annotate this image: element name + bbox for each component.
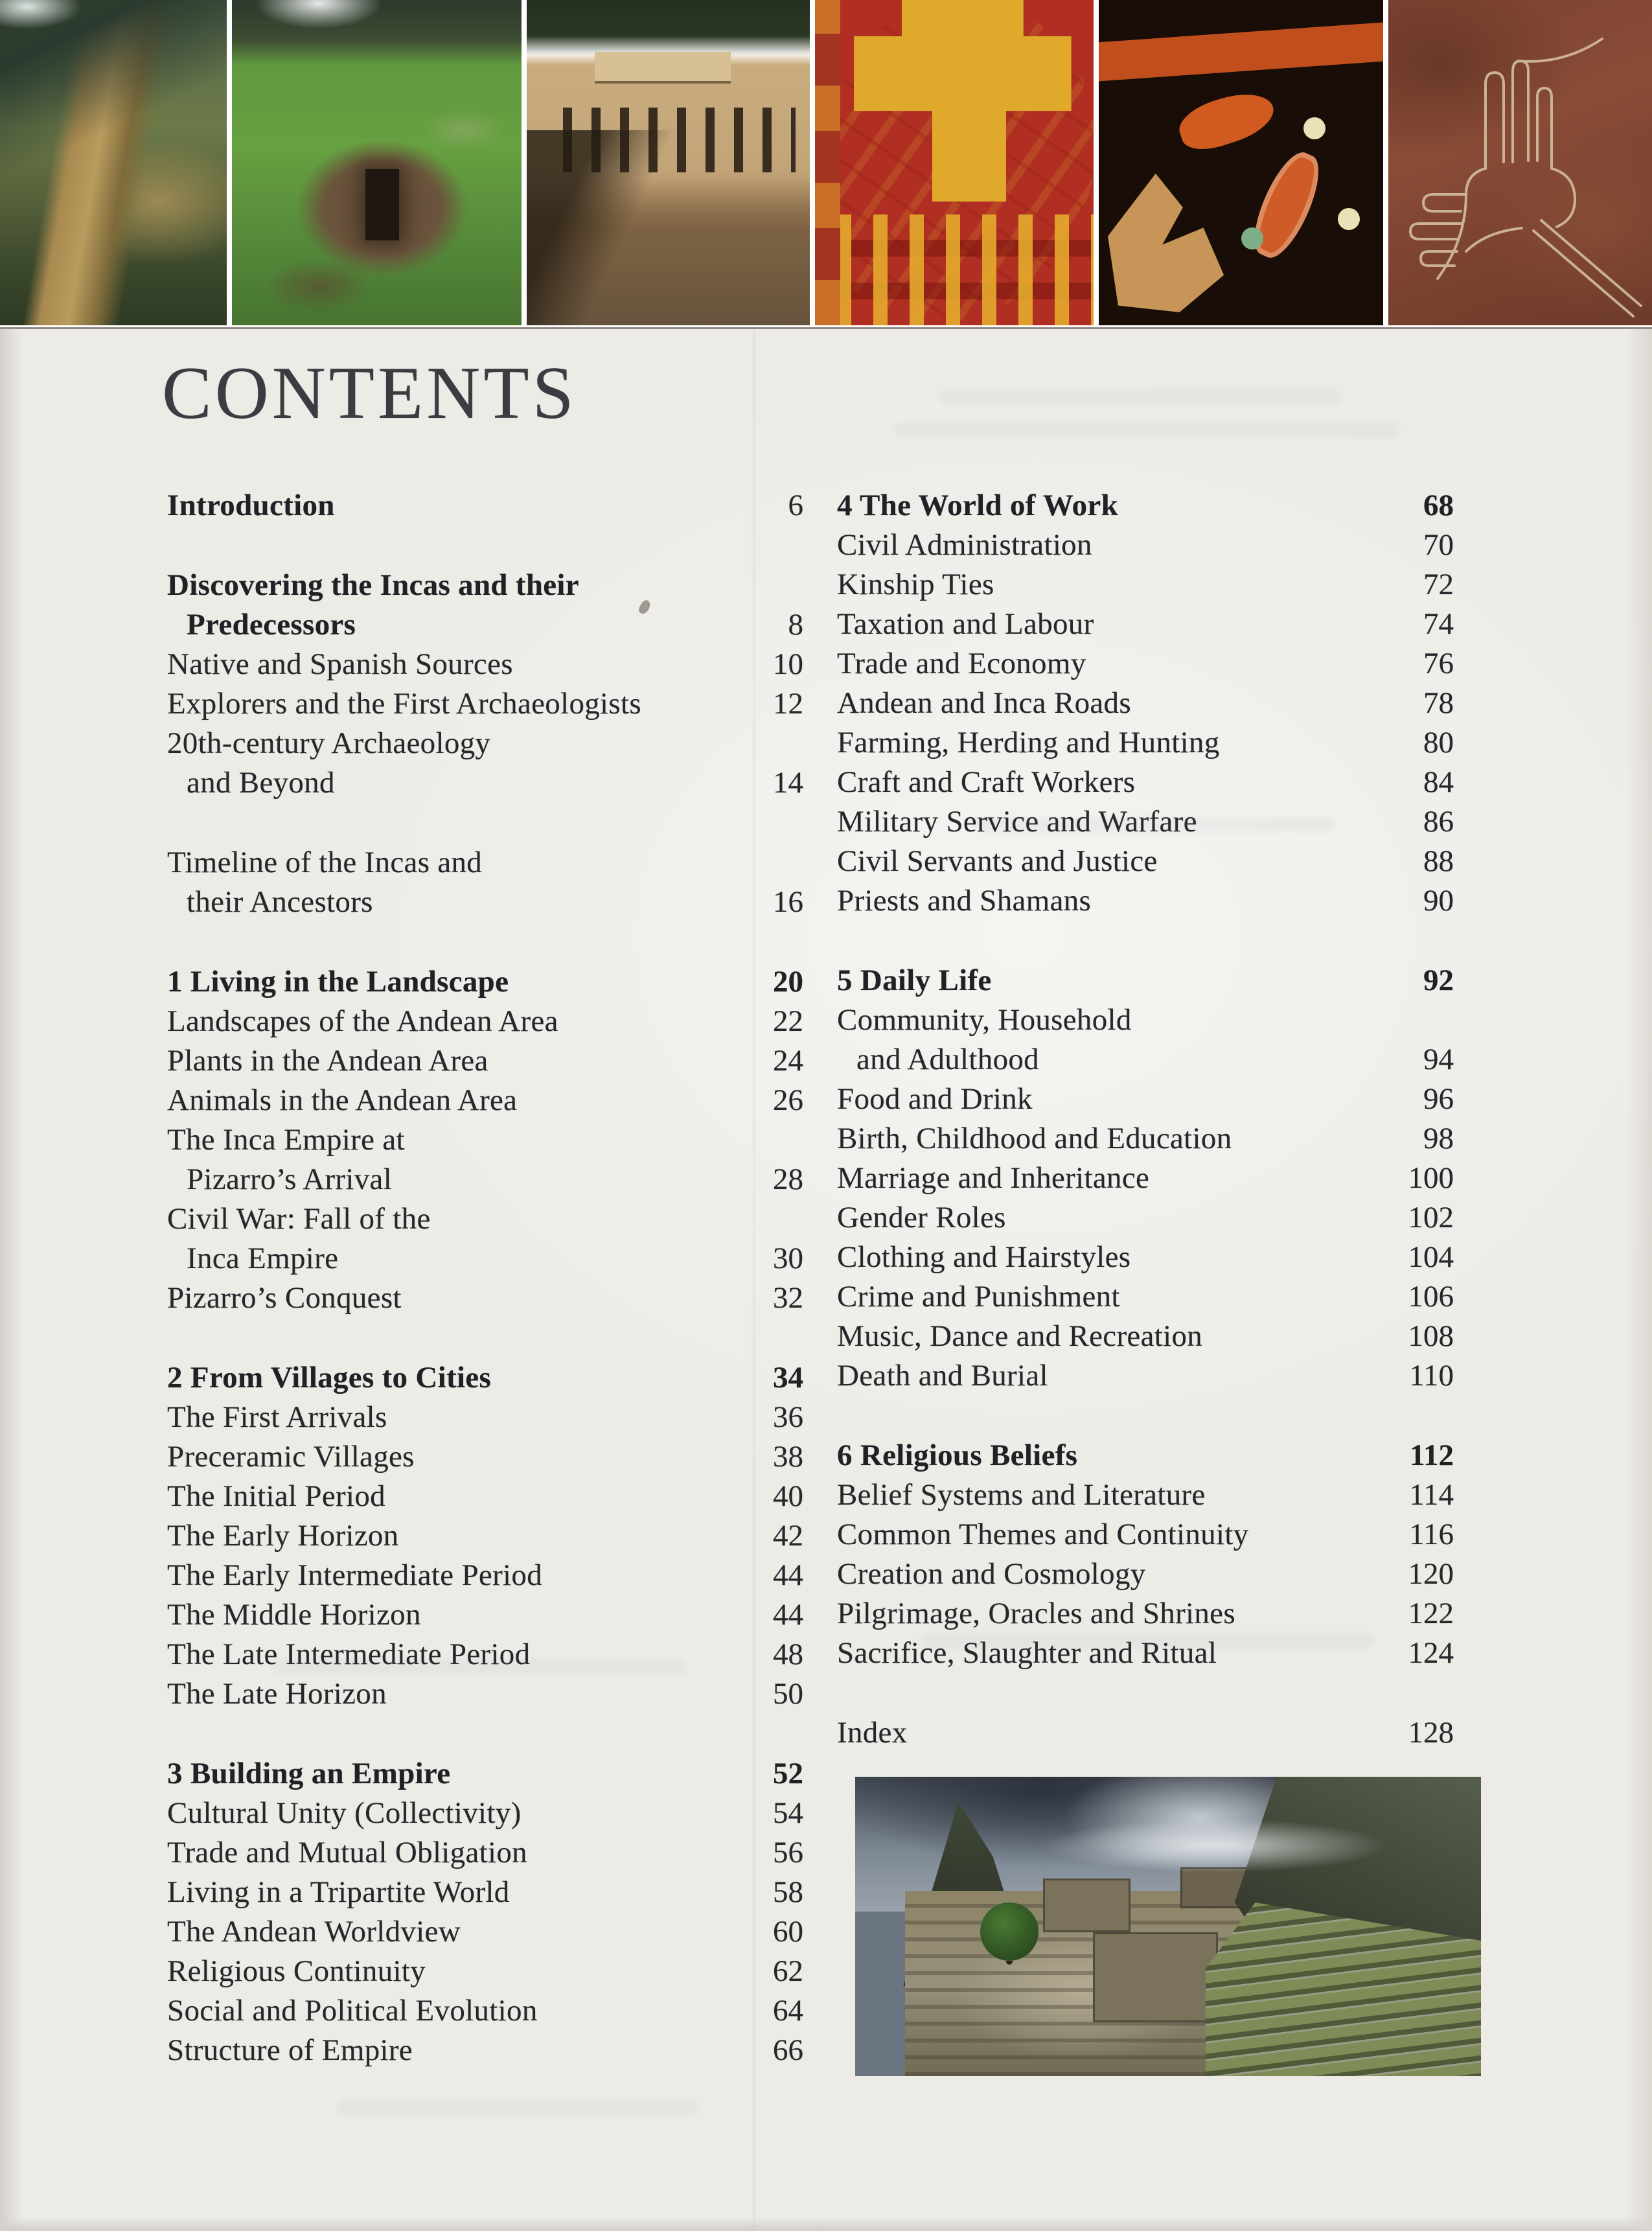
toc-entry-title [167,1199,431,1278]
toc-entry-line: Discovering the Incas and their [167,568,579,602]
toc-entry-page-number: 62 [773,1954,803,1988]
toc-entry-line: Trade and Mutual Obligation [167,1836,527,1869]
toc-entry-line: Plants in the Andean Area [167,1044,488,1078]
toc-entry-line: Farming, Herding and Hunting [837,726,1220,759]
textile-llama-motifs [815,214,1094,325]
toc-entry [167,1002,803,1041]
toc-entry-page-number: 108 [1408,1319,1454,1353]
toc-entry [167,2031,803,2070]
toc-entry-title [167,1358,491,1398]
toc-entry-page-number: 80 [1423,726,1454,759]
toc-entry-page-number: 32 [773,1281,803,1315]
toc-entry-title [167,1794,522,1833]
painting-red-band [1099,22,1383,82]
toc-entry [837,1238,1454,1277]
toc-entry-line: Index [837,1716,908,1750]
toc-entry-page-number: 42 [773,1519,803,1553]
toc-entry-page-number: 64 [773,1994,803,2028]
toc-entry-title [837,1515,1249,1555]
textile-fringe [815,0,840,325]
grassland-stone-ruin-photo [232,0,522,325]
toc-entry-page-number: 74 [1423,607,1454,641]
toc-entry-title [837,1238,1130,1277]
toc-entry-line: Creation and Cosmology [837,1557,1146,1591]
toc-entry-title [167,645,513,684]
toc-entry-line: Living in a Tripartite World [167,1875,510,1909]
toc-entry [167,1754,803,1794]
toc-entry [837,763,1454,802]
toc-entry [837,1159,1454,1198]
bleed-through-artifact [920,1633,1373,1648]
toc-entry [837,684,1454,723]
toc-entry-line: Civil Servants and Justice [837,844,1158,878]
toc-entry-page-number: 24 [773,1044,803,1078]
toc-entry-page-number: 38 [773,1440,803,1474]
toc-entry [837,605,1454,644]
toc-entry-line: Common Themes and Continuity [837,1518,1249,1551]
toc-entry-line: Pilgrimage, Oracles and Shrines [837,1597,1235,1630]
toc-entry [167,1873,803,1912]
toc-entry-page-number: 86 [1423,805,1454,838]
toc-entry [837,842,1454,881]
toc-entry-page-number: 124 [1408,1636,1454,1670]
toc-entry-line: Preceramic Villages [167,1440,415,1474]
toc-entry-title [167,1398,387,1437]
toc-entry-page-number: 110 [1409,1359,1454,1393]
toc-entry-line: The Early Horizon [167,1519,399,1553]
toc-entry-line: The Late Horizon [167,1677,387,1711]
toc-entry [837,961,1454,1000]
nazca-geoglyph-lines [1388,0,1652,325]
toc-entry-title [837,1356,1048,1396]
toc-entry-title [837,723,1220,763]
toc-entry-page-number: 128 [1408,1716,1454,1750]
toc-entry-line: Belief Systems and Literature [837,1478,1206,1512]
ruin-doorway-shape [365,169,399,240]
toc-entry-page-number: 94 [1423,1043,1454,1076]
toc-entry-title [167,1912,461,1952]
toc-entry-line: Priests and Shamans [837,884,1092,918]
toc-entry-page-number: 10 [773,647,803,681]
toc-entry [167,1516,803,1556]
toc-entry-page-number: 34 [773,1361,803,1394]
toc-entry-page-number: 36 [773,1400,803,1434]
toc-entry-title [837,1159,1149,1198]
toc-entry [167,843,803,922]
toc-entry-page-number: 72 [1423,568,1454,601]
toc-entry-page-number: 70 [1423,528,1454,562]
toc-entry-page-number: 78 [1423,686,1454,720]
toc-entry-page-number: 84 [1423,765,1454,799]
painting-orange-shape [1174,84,1280,157]
toc-entry-title [167,2031,413,2070]
toc-entry [837,1475,1454,1515]
toc-entry-page-number: 16 [773,885,803,919]
toc-entry [837,1594,1454,1634]
toc-entry-title [837,1317,1202,1356]
toc-entry-line: Introduction [167,489,335,522]
toc-entry-page-number: 106 [1408,1280,1454,1313]
toc-entry-line: Social and Political Evolution [167,1994,538,2028]
toc-entry-page-number: 8 [788,608,803,642]
toc-entry-page-number: 30 [773,1242,803,1275]
nazca-hummingbird-photo [1388,0,1652,325]
toc-entry-title [167,1674,387,1714]
toc-entry-title [837,763,1135,802]
toc-entry-title [837,1594,1235,1634]
toc-entry-line: Death and Burial [837,1359,1048,1393]
toc-entry-line: 5 Daily Life [837,964,992,997]
toc-entry-page-number: 98 [1423,1122,1454,1155]
toc-entry [837,1356,1454,1396]
toc-entry-line: Pizarro’s Arrival [187,1162,393,1196]
toc-entry-line: Explorers and the First Archaeologists [167,687,641,721]
toc-entry-line: Military Service and Warfare [837,805,1197,838]
toc-entry-line: The Initial Period [167,1479,385,1513]
toc-entry-line: Marriage and Inheritance [837,1161,1150,1195]
toc-entry-title [167,1754,450,1794]
toc-entry-page-number: 12 [773,687,803,721]
toc-entry [837,1119,1454,1159]
toc-entry [167,486,803,526]
adobe-temple-ruins-photo [527,0,810,325]
toc-entry [167,1595,803,1635]
toc-entry-line: Landscapes of the Andean Area [167,1004,558,1038]
toc-entry-line: 3 Building an Empire [167,1757,451,1790]
toc-entry [167,645,803,684]
toc-entry-line: Music, Dance and Recreation [837,1319,1203,1353]
toc-entry-line: 20th-century Archaeology [167,726,491,760]
toc-entry [837,1080,1454,1119]
toc-entry [837,1555,1454,1594]
toc-entry [167,1081,803,1120]
toc-entry [837,723,1454,763]
toc-entry-title [167,1516,398,1556]
toc-entry-page-number: 96 [1423,1082,1454,1116]
toc-entry [837,1000,1454,1080]
painting-dot [1241,227,1263,249]
toc-entry-line: Pizarro’s Conquest [167,1281,402,1315]
toc-entry [167,1278,803,1318]
toc-entry-line: 4 The World of Work [837,489,1119,522]
toc-entry-title [837,1198,1006,1238]
toc-entry-title [167,1833,527,1873]
page-fold-crease [751,327,757,2231]
toc-entry-title [837,842,1158,881]
toc-entry-title [167,1595,421,1635]
toc-entry-line: and Beyond [187,766,335,800]
toc-entry-page-number: 112 [1410,1439,1454,1472]
toc-entry [167,1358,803,1398]
toc-entry-line: Civil War: Fall of the [167,1202,431,1236]
toc-entry-page-number: 54 [773,1796,803,1830]
toc-entry-title [837,961,992,1000]
toc-column-left [167,486,803,2070]
toc-entry-line: Trade and Economy [837,647,1086,680]
machu-picchu-photo [855,1777,1481,2076]
toc-entry-title [167,1002,558,1041]
warrior-painting-photo [1099,0,1383,325]
toc-entry [167,1912,803,1952]
bleed-through-artifact [939,389,1341,404]
toc-entry-title [167,1120,405,1199]
toc-entry-title [837,1080,1033,1119]
toc-entry-line: Craft and Craft Workers [837,765,1136,799]
toc-entry-title [837,1277,1120,1317]
toc-entry-page-number: 92 [1423,964,1454,997]
toc-entry-line: Civil Administration [837,528,1092,562]
toc-entry [837,644,1454,684]
toc-entry-title [837,1555,1146,1594]
ruin-building-shape [1093,1932,1218,2022]
toc-entry-page-number: 104 [1408,1240,1454,1274]
toc-entry-title [837,565,994,605]
photo-strip [0,0,1652,329]
toc-entry-page-number: 22 [773,1004,803,1038]
toc-entry-line: Structure of Empire [167,2033,413,2067]
toc-entry-page-number: 76 [1423,647,1454,680]
toc-entry-line: The First Arrivals [167,1400,387,1434]
toc-entry [837,565,1454,605]
toc-entry [837,1198,1454,1238]
toc-entry-line: Animals in the Andean Area [167,1083,518,1117]
toc-entry-line: Gender Roles [837,1201,1006,1234]
ruin-building-shape [1043,1878,1130,1932]
toc-entry-title [167,843,482,922]
toc-entry-title [167,724,490,803]
toc-entry [837,1436,1454,1475]
toc-entry [837,486,1454,526]
toc-entry-line: 1 Living in the Landscape [167,965,509,999]
toc-entry-page-number: 100 [1408,1161,1454,1195]
bleed-through-artifact [894,422,1399,438]
toc-entry-line: The Late Intermediate Period [167,1637,531,1671]
toc-entry-page-number: 28 [773,1162,803,1196]
toc-entry-line: Birth, Childhood and Education [837,1122,1232,1155]
toc-entry-page-number: 88 [1423,844,1454,878]
toc-entry-page-number: 116 [1409,1518,1454,1551]
bleed-through-artifact [337,2099,700,2115]
toc-entry-page-number: 44 [773,1598,803,1632]
toc-column-right [837,486,1454,1753]
toc-entry-line: Religious Continuity [167,1954,426,1988]
toc-entry [167,1794,803,1833]
toc-entry-page-number: 52 [773,1757,803,1790]
toc-entry-title [167,1991,538,2031]
toc-entry-line: Community, Household [837,1003,1132,1037]
toc-entry-page-number: 26 [773,1083,803,1117]
bleed-through-artifact [272,1659,687,1674]
toc-entry-page-number: 58 [773,1875,803,1909]
toc-entry-title [837,1475,1206,1515]
toc-entry-line: Crime and Punishment [837,1280,1120,1313]
toc-entry-title [837,1000,1132,1080]
toc-entry [167,684,803,724]
toc-entry-title [167,1477,385,1516]
toc-entry [167,1952,803,1991]
toc-entry-page-number: 20 [773,965,803,999]
toc-entry [167,1041,803,1081]
painting-dot [1338,208,1360,230]
toc-entry [837,1277,1454,1317]
toc-entry-line: The Middle Horizon [167,1598,421,1632]
toc-entry-line: Cultural Unity (Collectivity) [167,1796,522,1830]
toc-entry [167,1437,803,1477]
toc-entry [837,881,1454,921]
painting-dot [1303,117,1325,139]
temple-shadow-shape [527,130,682,325]
fog-shape [1043,1819,1387,1873]
toc-entry-line: Taxation and Labour [837,607,1094,641]
toc-entry-line: and Adulthood [856,1043,1039,1076]
toc-entry [837,1713,1454,1753]
toc-entry-line: Native and Spanish Sources [167,647,513,681]
toc-entry-page-number: 122 [1408,1597,1454,1630]
toc-entry-page-number: 60 [773,1915,803,1948]
toc-entry [167,1199,803,1278]
toc-entry-line: 6 Religious Beliefs [837,1439,1078,1472]
toc-entry-line: Sacrifice, Slaughter and Ritual [837,1636,1217,1670]
page-title: CONTENTS [162,352,577,434]
toc-entry-title [167,1041,488,1081]
toc-entry-page-number: 102 [1408,1201,1454,1234]
toc-entry-line: Andean and Inca Roads [837,686,1131,720]
toc-entry [167,962,803,1002]
toc-entry-title [167,1437,415,1477]
toc-entry-line: Inca Empire [187,1242,339,1275]
toc-entry-page-number: 6 [788,489,803,522]
toc-entry-title [837,644,1086,684]
toc-entry-line: Timeline of the Incas and [167,846,483,879]
toc-entry-page-number: 14 [773,766,803,800]
toc-entry [167,1398,803,1437]
toc-entry-line: Predecessors [187,608,356,642]
toc-entry [837,526,1454,565]
toc-entry-title [837,684,1131,723]
toc-entry [167,1477,803,1516]
toc-entry-title [167,1278,402,1318]
toc-entry-title [167,566,579,645]
toc-entry-title [837,1119,1232,1159]
toc-entry-page-number: 90 [1423,884,1454,918]
toc-entry-title [837,486,1118,526]
toc-entry-title [167,1081,517,1120]
toc-entry-page-number: 114 [1409,1478,1454,1512]
toc-entry-title [837,1436,1077,1475]
toc-entry-page-number: 120 [1408,1557,1454,1591]
toc-entry-title [167,1873,510,1912]
toc-entry [167,1120,803,1199]
toc-entry-title [167,684,641,724]
toc-entry-line: The Early Intermediate Period [167,1558,542,1592]
bleed-through-artifact [972,816,1335,832]
inca-textile-photo [815,0,1094,325]
toc-entry [167,1674,803,1714]
toc-entry-page-number: 40 [773,1479,803,1513]
toc-entry-page-number: 48 [773,1637,803,1671]
toc-entry [167,1556,803,1595]
toc-entry-line: Clothing and Hairstyles [837,1240,1131,1274]
toc-entry-title [167,1556,542,1595]
andes-valley-aerial-photo [0,0,227,325]
toc-entry [837,1317,1454,1356]
temple-roof-shape [595,52,731,81]
toc-entry-line: The Inca Empire at [167,1123,405,1157]
toc-entry-title [837,605,1094,644]
toc-entry-page-number: 66 [773,2033,803,2067]
toc-entry [167,724,803,803]
toc-entry-page-number: 56 [773,1836,803,1869]
toc-entry-title [837,881,1091,921]
toc-entry-page-number: 68 [1423,489,1454,522]
toc-entry [167,566,803,645]
toc-entry-title [167,1952,426,1991]
toc-entry-title [167,486,335,526]
toc-entry-page-number: 50 [773,1677,803,1711]
toc-entry-title [837,1713,908,1753]
toc-entry-line: 2 From Villages to Cities [167,1361,492,1394]
toc-entry [167,1833,803,1873]
toc-entry-title [167,962,509,1002]
toc-entry-line: Food and Drink [837,1082,1033,1116]
toc-entry-title [837,526,1092,565]
toc-entry-line: The Andean Worldview [167,1915,461,1948]
toc-entry-line: Kinship Ties [837,568,994,601]
toc-entry-line: their Ancestors [187,885,373,919]
toc-entry-page-number: 44 [773,1558,803,1592]
toc-entry [837,1515,1454,1555]
toc-entry [167,1991,803,2031]
tree-shape [980,1902,1038,1961]
